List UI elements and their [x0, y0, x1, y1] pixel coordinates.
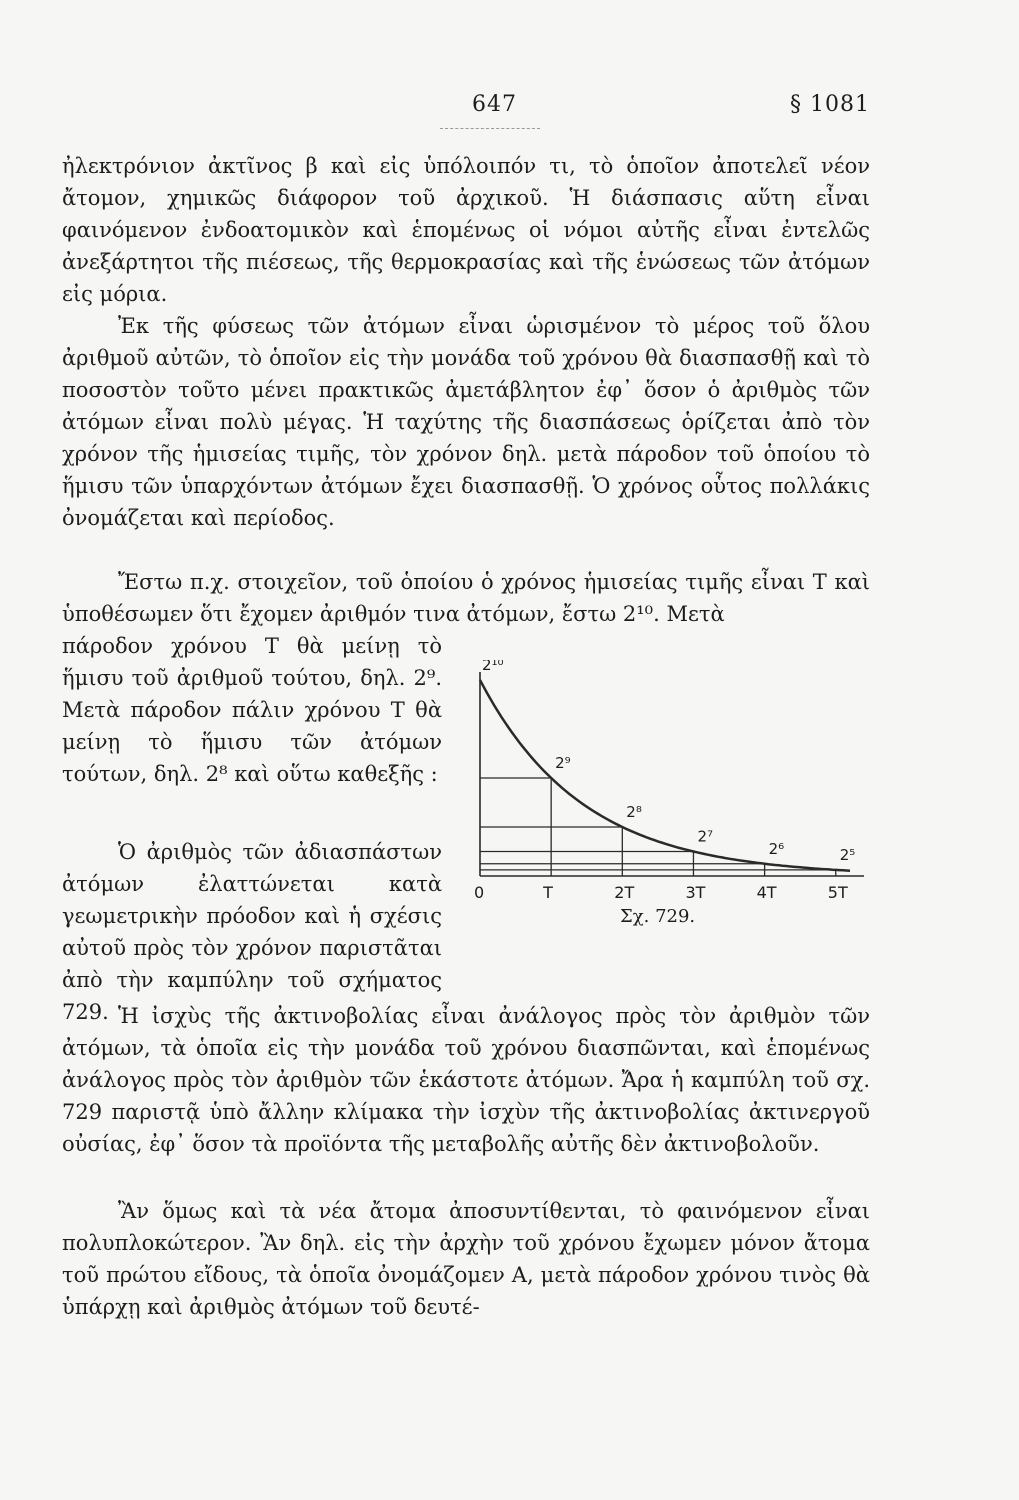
section-number: § 1081 [790, 92, 870, 117]
paragraph-1: ἠλεκτρόνιον ἀκτῖνος β καὶ εἰς ὑπόλοιπόν τι, τὸ ὁποῖον ἀποτελεῖ νέον ἄτομον, χημικῶς διάφορον τοῦ ἀρχικοῦ. Ἡ διάσπασις αὕτη εἶναι φαινόμενον ἐνδοατομικὸν καὶ ἑπομένως οἱ νόμοι αὐτῆς εἶναι ἐντελῶς ἀνεξάρτητοι τῆς πιέσεως, τῆς θερμοκρασίας καὶ τῆς ἑνώσεως τῶν ἀτόμων εἰς μόρια. [62, 154, 870, 306]
paragraph-4: Ἡ ἰσχὺς τῆς ἀκτινοβολίας εἶναι ἀνάλογος πρὸς τὸν ἀριθμὸν τῶν ἀτόμων, τὰ ὁποῖα εἰς τὴν μονάδα τοῦ χρόνου διασπῶνται, καὶ ἑπομένως ἀνάλογος πρὸς τὸν ἀριθμὸν τῶν ἑκάστοτε ἀτόμων. Ἄρα ἡ καμπύλη τοῦ σχ. 729 παριστᾷ ὑπὸ ἄλλην κλίμακα τὴν ἰσχὺν τῆς ἀκτινοβολίας ἀκτινεργοῦ οὐσίας, ἐφ᾽ ὅσον τὰ προϊόντα τῆς μεταβολῆς αὐτῆς δὲν ἀκτινοβολοῦν. [62, 1004, 870, 1156]
decay-curve-chart [462, 660, 872, 910]
x-tick-label: 2T [614, 883, 635, 902]
point-label: 2⁵ [839, 845, 856, 864]
point-label: 2⁷ [697, 827, 714, 846]
origin-label: 0 [474, 883, 485, 902]
paragraph-2: Ἐκ τῆς φύσεως τῶν ἀτόμων εἶναι ὡρισμένον τὸ μέρος τοῦ ὅλου ἀριθμοῦ αὐτῶν, τὸ ὁποῖον εἰς τὴν μονάδα τοῦ χρόνου θὰ διασπασθῇ καὶ τὸ ποσοστὸν τοῦτο μένει πρακτικῶς ἀμετάβλητον ἐφ᾽ ὅσον ὁ ἀριθμὸς τῶν ἀτόμων εἶναι πολὺ μέγας. Ἡ ταχύτης τῆς διασπάσεως ὁρίζεται ἀπὸ τὸν χρόνον τῆς ἡμισείας τιμῆς, τὸν χρόνον δηλ. μετὰ πάροδον τοῦ ὁποίου τὸ ἥμισυ τῶν ὑπαρχόντων ἀτόμων ἔχει διασπασθῇ. Ὁ χρόνος οὗτος πολλάκις ὀνομάζεται καὶ περίοδος. [62, 314, 870, 530]
point-label: 2⁶ [768, 839, 785, 858]
header-rule [440, 128, 540, 129]
x-tick-label: T [543, 883, 553, 902]
x-tick-label: 3T [685, 883, 706, 902]
figure-caption: Σχ. 729. [620, 906, 696, 927]
decay-curve [480, 680, 850, 871]
x-tick-label: 5T [827, 883, 848, 902]
point-label: 2¹⁰ [482, 660, 504, 674]
x-tick-label: 4T [756, 883, 777, 902]
page-header [0, 92, 1019, 132]
paragraph-3-conclusion: Ὁ ἀριθμὸς τῶν ἀδιασπάστων ἀτόμων ἐλαττώνεται κατὰ γεωμετρικὴν πρόοδον καὶ ἡ σχέσις αὐτοῦ πρὸς τὸν χρόνον παριστᾶται ἀπὸ τὴν καμπύλην τοῦ σχήματος 729. [62, 840, 442, 1024]
paragraph-3-intro: Ἔστω π.χ. στοιχεῖον, τοῦ ὁποίου ὁ χρόνος ἡμισείας τιμῆς εἶναι Τ καὶ ὑποθέσωμεν ὅτι ἔχομεν ἀριθμόν τινα ἀτόμων, ἔστω 2¹⁰. Μετὰ [62, 570, 870, 626]
paragraph-3-body: πάροδον χρόνου Τ θὰ μείνῃ τὸ ἥμισυ τοῦ ἀριθμοῦ τούτου, δηλ. 2⁹. Μετὰ πάροδον πάλιν χρόνου Τ θὰ μείνῃ τὸ ἥμισυ τῶν ἀτόμων τούτων, δηλ. 2⁸ καὶ οὕτω καθεξῆς : [62, 634, 442, 786]
point-label: 2⁹ [555, 754, 571, 772]
decay-figure [462, 660, 872, 930]
paragraph-5: Ἂν ὅμως καὶ τὰ νέα ἄτομα ἀποσυντίθενται, τὸ φαινόμενον εἶναι πολυπλοκώτερον. Ἂν δηλ. εἰς τὴν ἀρχὴν τοῦ χρόνου ἔχωμεν μόνον ἄτομα τοῦ πρώτου εἴδους, τὰ ὁποῖα ὀνομάζομεν Α, μετὰ πάροδον χρόνου τινὸς θὰ ὑπάρχῃ καὶ ἀριθμὸς ἀτόμων τοῦ δευτέ- [62, 1199, 870, 1319]
page-number: 647 [472, 92, 517, 117]
point-label: 2⁸ [626, 803, 642, 821]
